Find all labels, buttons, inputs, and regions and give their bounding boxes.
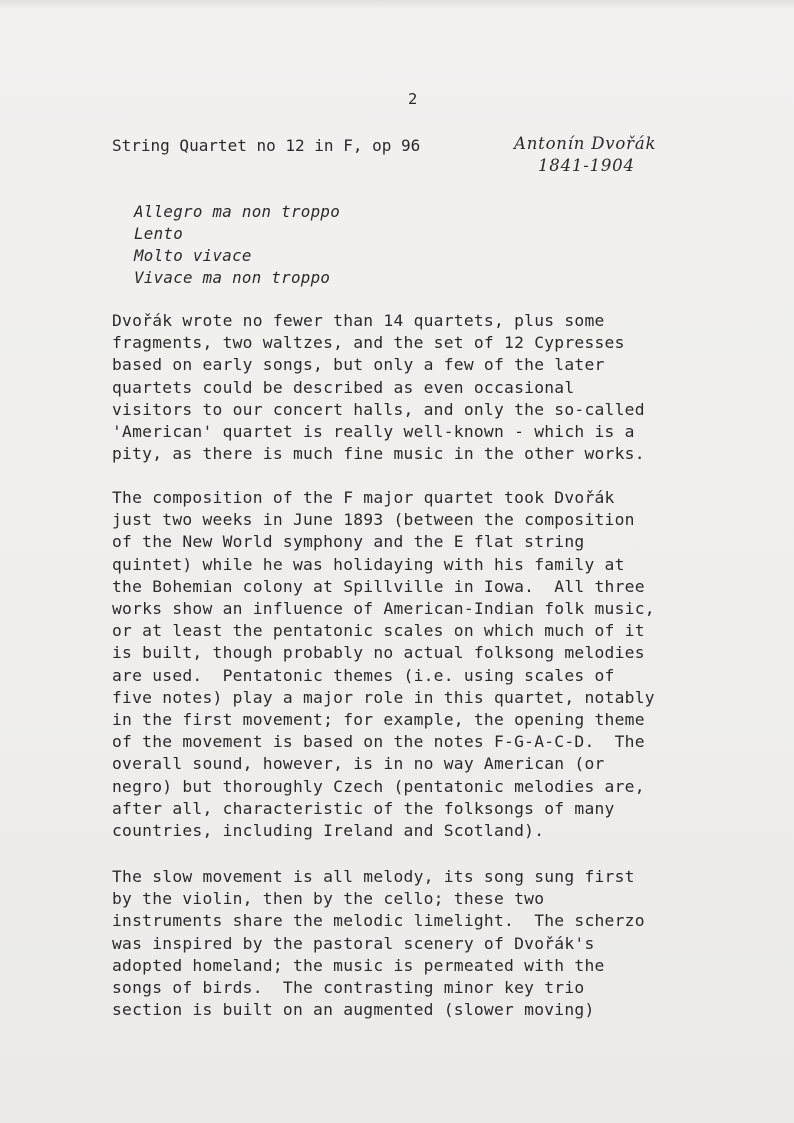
movement-list — [134, 201, 340, 289]
movement-item: Lento — [134, 224, 184, 243]
composer-dates: 1841-1904 — [538, 156, 635, 175]
composer-name: Antonín Dvořák — [514, 134, 657, 153]
page-top-edge — [0, 0, 794, 10]
piece-title: String Quartet no 12 in F, op 96 — [112, 136, 421, 155]
movement-item: Vivace ma non troppo — [134, 268, 331, 287]
paragraph-intro: Dvořák wrote no fewer than 14 quartets, plus some fragments, two waltzes, and the set of 12 Cypresses based on early songs, but only a few of the later quartets could be described as even occasional visitors to our concert halls, and only the so-called 'American' quartet is really well-known - which is a pity, as there is much fine music in the other works. — [112, 311, 645, 464]
movement-item: Allegro ma non troppo — [134, 202, 341, 221]
page-number: 2 — [408, 90, 418, 108]
movement-item: Molto vivace — [134, 246, 252, 265]
paragraph-composition: The composition of the F major quartet took Dvořák just two weeks in June 1893 (between the composition of the New World symphony and the E flat string quintet) while he was holidaying with his family at the Bohemian colony at Spillville in Iowa. All three works show an influence of American-Indian folk music, or at least the pentatonic scales on which much of it is built, though probably no actual folksong melodies are used. Pentatonic themes (i.e. using scales of five notes) play a major role in this quartet, notably in the first movement; for example, the opening theme of the movement is based on the notes F-G-A-C-D. The overall sound, however, is in no way American (or negro) but thoroughly Czech (pentatonic melodies are, after all, characteristic of the folksongs of many countries, including Ireland and Scotland). — [112, 488, 655, 841]
paragraph-slow-movement: The slow movement is all melody, its song sung first by the violin, then by the cello; these two instruments share the melodic limelight. The scherzo was inspired by the pastoral scenery of Dvořák's adopted homeland; the music is permeated with the songs of birds. The contrasting minor key trio section is built on an augmented (slower moving) — [112, 867, 645, 1020]
